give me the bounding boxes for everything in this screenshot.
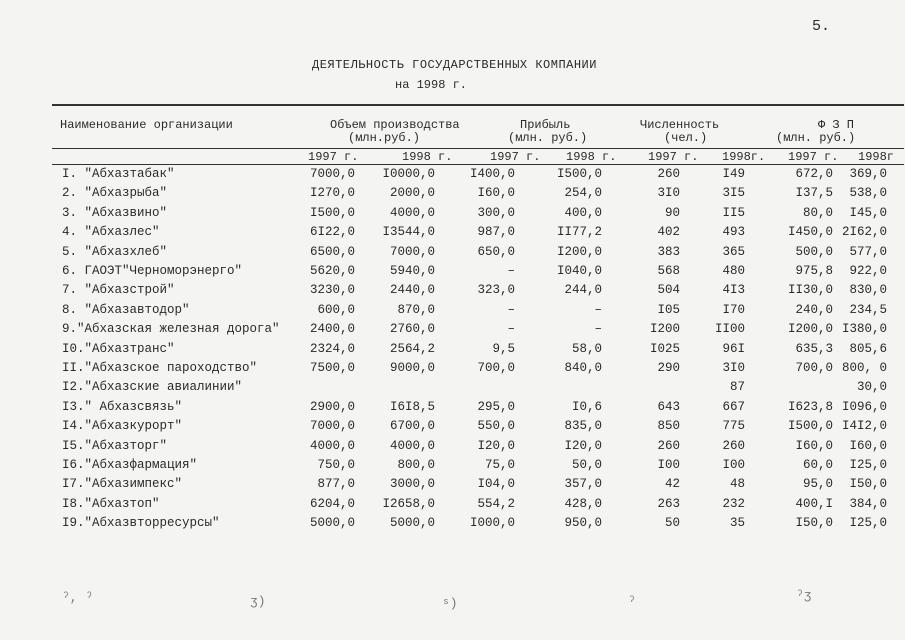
staff-1997-cell: 383 <box>657 244 680 259</box>
volume-1997-cell: 2400,0 <box>309 322 355 337</box>
header-staff: Численность <box>640 118 720 132</box>
staff-1998-cell: 232 <box>722 496 745 511</box>
table-row <box>0 283 905 303</box>
fot-1998-cell: I096,0 <box>841 399 887 414</box>
staff-1998-cell: 667 <box>722 399 745 414</box>
fot-1998-cell: I380,0 <box>841 322 887 337</box>
volume-1998-cell: I0000,0 <box>382 167 435 181</box>
fot-1997-cell: 240,0 <box>795 302 833 317</box>
staff-1998-cell: 35 <box>729 516 745 531</box>
table-row <box>0 477 905 497</box>
staff-1997-cell: I200 <box>649 322 680 337</box>
year-rule <box>52 164 904 165</box>
staff-1998-cell: 365 <box>722 244 745 259</box>
profit-1997-cell: I60,0 <box>477 186 515 201</box>
staff-1997-cell: 3I0 <box>657 186 680 201</box>
profit-1997-cell: I20,0 <box>477 438 515 453</box>
org-name-cell: I0."Абхазтранс" <box>62 341 175 356</box>
profit-1998-cell: 428,0 <box>564 496 602 511</box>
volume-1998-cell: 4000,0 <box>389 205 435 220</box>
org-name-cell: 3. "Абхазвино" <box>62 205 168 220</box>
volume-1998-cell: 6700,0 <box>389 419 435 434</box>
year-profit-1998: 1998 г. <box>566 150 617 164</box>
staff-1998-cell: 3I5 <box>722 186 745 201</box>
table-row <box>0 225 905 245</box>
table-row <box>0 303 905 323</box>
fot-1998-cell: 577,0 <box>849 244 887 259</box>
table-row <box>0 419 905 439</box>
table-row <box>0 186 905 206</box>
fot-1998-cell: I25,0 <box>849 516 887 531</box>
org-name-cell: 9."Абхазская железная дорога" <box>62 322 280 337</box>
fot-1997-cell: I450,0 <box>787 225 833 240</box>
staff-1997-cell: 50 <box>664 516 680 531</box>
volume-1998-cell: 870,0 <box>397 302 435 317</box>
profit-1998-cell: 840,0 <box>564 361 602 375</box>
profit-1997-cell: 300,0 <box>477 205 515 220</box>
profit-1997-cell: I000,0 <box>469 516 515 531</box>
staff-1997-cell: 290 <box>657 361 680 375</box>
document-subtitle: на 1998 г. <box>395 78 468 92</box>
year-volume-1997: 1997 г. <box>308 150 359 164</box>
profit-1997-cell: 550,0 <box>477 419 515 434</box>
fot-1998-cell: I4I2,0 <box>841 419 887 434</box>
org-name-cell: I4."Абхазкурорт" <box>62 419 183 434</box>
profit-1998-cell: 357,0 <box>564 477 602 492</box>
fot-1997-cell: I37,5 <box>795 186 833 201</box>
scribble-mark: ˀ, ˀ <box>62 590 94 605</box>
volume-1997-cell: 5620,0 <box>309 264 355 278</box>
profit-1997-cell: 987,0 <box>477 225 515 240</box>
volume-1998-cell: 7000,0 <box>389 244 435 259</box>
staff-1997-cell: 850 <box>657 419 680 434</box>
fot-1998-cell: 384,0 <box>849 496 887 511</box>
fot-1998-cell: 30,0 <box>856 380 887 395</box>
fot-1998-cell: 369,0 <box>849 167 887 181</box>
profit-1998-cell: I20,0 <box>564 438 602 453</box>
staff-1997-cell: 504 <box>657 283 680 298</box>
profit-1997-cell: 554,2 <box>477 496 515 511</box>
scribble-mark: ˀʒ <box>796 588 812 603</box>
fot-1997-cell: I623,8 <box>787 399 833 414</box>
profit-1998-cell: I0,6 <box>571 399 602 414</box>
volume-1998-cell: 2440,0 <box>389 283 435 298</box>
fot-1998-cell: I60,0 <box>849 438 887 453</box>
profit-1997-cell: 9,5 <box>492 341 515 356</box>
header-profit-unit: (млн. руб.) <box>508 131 588 145</box>
fot-1997-cell: 672,0 <box>795 167 833 181</box>
profit-1997-cell: 295,0 <box>477 399 515 414</box>
table-row <box>0 361 905 381</box>
table-row <box>0 400 905 420</box>
staff-1998-cell: 96I <box>722 341 745 356</box>
staff-1997-cell: 90 <box>664 205 680 220</box>
org-name-cell: I8."Абхазтоп" <box>62 496 160 511</box>
staff-1997-cell: 260 <box>657 438 680 453</box>
fot-1997-cell: 400,I <box>795 496 833 511</box>
staff-1997-cell: I05 <box>657 302 680 317</box>
profit-1997-cell: 75,0 <box>484 458 515 472</box>
scribble-mark: ˀ <box>628 594 636 609</box>
profit-1998-cell: I500,0 <box>556 167 602 181</box>
volume-1998-cell: 3000,0 <box>389 477 435 492</box>
org-name-cell: I2."Абхазские авиалинии" <box>62 380 243 395</box>
volume-1998-cell: 5940,0 <box>389 264 435 278</box>
fot-1997-cell: 975,8 <box>795 264 833 278</box>
volume-1997-cell: 2324,0 <box>309 341 355 356</box>
table-row <box>0 439 905 459</box>
org-name-cell: 8. "Абхазавтодор" <box>62 302 190 317</box>
header-fot: Ф З П <box>818 118 855 132</box>
profit-1998-cell: I040,0 <box>556 264 602 278</box>
volume-1998-cell: 800,0 <box>397 458 435 472</box>
profit-1998-cell: 244,0 <box>564 283 602 298</box>
org-name-cell: I7."Абхазимпекс" <box>62 477 183 492</box>
volume-1998-cell: I3544,0 <box>382 225 435 240</box>
profit-1998-cell: – <box>594 322 602 337</box>
fot-1998-cell: I45,0 <box>849 205 887 220</box>
fot-1997-cell: I500,0 <box>787 419 833 434</box>
staff-1997-cell: 643 <box>657 399 680 414</box>
year-staff-1998: 1998г. <box>722 150 766 164</box>
fot-1997-cell: I60,0 <box>795 438 833 453</box>
volume-1998-cell: 2760,0 <box>389 322 435 337</box>
profit-1998-cell: 400,0 <box>564 205 602 220</box>
staff-1998-cell: I70 <box>722 302 745 317</box>
volume-1997-cell: 7000,0 <box>309 167 355 181</box>
profit-1998-cell: 950,0 <box>564 516 602 531</box>
profit-1997-cell: – <box>507 302 515 317</box>
fot-1997-cell: II30,0 <box>787 283 833 298</box>
staff-1998-cell: 48 <box>729 477 745 492</box>
staff-1998-cell: 775 <box>722 419 745 434</box>
header-fot-unit: (млн. руб.) <box>776 131 856 145</box>
org-name-cell: 7. "Абхазстрой" <box>62 283 175 298</box>
staff-1998-cell: 260 <box>722 438 745 453</box>
profit-1997-cell: I400,0 <box>469 167 515 181</box>
volume-1998-cell: 9000,0 <box>389 361 435 375</box>
fot-1997-cell: 80,0 <box>802 205 833 220</box>
staff-1998-cell: II5 <box>722 205 745 220</box>
org-name-cell: I5."Абхазторг" <box>62 438 168 453</box>
header-volume-unit: (млн.руб.) <box>348 131 421 145</box>
fot-1997-cell: 95,0 <box>802 477 833 492</box>
staff-1998-cell: 480 <box>722 264 745 278</box>
volume-1997-cell: I500,0 <box>309 205 355 220</box>
volume-1997-cell: 5000,0 <box>309 516 355 531</box>
volume-1998-cell: 2000,0 <box>389 186 435 201</box>
volume-1997-cell: 877,0 <box>317 477 355 492</box>
profit-1997-cell: – <box>507 264 515 278</box>
header-profit: Прибыль <box>520 118 571 132</box>
table-row <box>0 342 905 362</box>
fot-1998-cell: 234,5 <box>849 302 887 317</box>
fot-1998-cell: 800, 0 <box>841 361 887 375</box>
staff-1997-cell: 260 <box>657 167 680 181</box>
fot-1997-cell: 635,3 <box>795 341 833 356</box>
org-name-cell: 4. "Абхазлес" <box>62 225 160 240</box>
header-volume: Объем производства <box>330 118 460 132</box>
profit-1998-cell: 254,0 <box>564 186 602 201</box>
volume-1998-cell: 2564,2 <box>389 341 435 356</box>
volume-1998-cell: I2658,0 <box>382 496 435 511</box>
staff-1997-cell: I025 <box>649 341 680 356</box>
table-row <box>0 264 905 284</box>
top-rule <box>52 104 904 106</box>
volume-1997-cell: 3230,0 <box>309 283 355 298</box>
volume-1997-cell: 750,0 <box>317 458 355 472</box>
fot-1998-cell: 830,0 <box>849 283 887 298</box>
scribble-mark: ʒ) <box>250 594 266 609</box>
profit-1997-cell: I04,0 <box>477 477 515 492</box>
org-name-cell: 5. "Абхазхлеб" <box>62 244 168 259</box>
header-staff-unit: (чел.) <box>664 131 708 145</box>
table-row <box>0 167 905 187</box>
volume-1997-cell: I270,0 <box>309 186 355 201</box>
table-row <box>0 458 905 478</box>
fot-1998-cell: 538,0 <box>849 186 887 201</box>
org-name-cell: I6."Абхазфармация" <box>62 458 198 472</box>
volume-1998-cell: 5000,0 <box>389 516 435 531</box>
profit-1997-cell: 650,0 <box>477 244 515 259</box>
staff-1997-cell: 42 <box>664 477 680 492</box>
profit-1997-cell: 323,0 <box>477 283 515 298</box>
table-row <box>0 380 905 400</box>
staff-1998-cell: 3I0 <box>722 361 745 375</box>
fot-1997-cell: 500,0 <box>795 244 833 259</box>
staff-1997-cell: 263 <box>657 496 680 511</box>
year-fot-1998: 1998г <box>858 150 895 164</box>
table-row <box>0 245 905 265</box>
volume-1997-cell: 6I22,0 <box>309 225 355 240</box>
fot-1998-cell: I50,0 <box>849 477 887 492</box>
year-volume-1998: 1998 г. <box>402 150 453 164</box>
volume-1997-cell: 7500,0 <box>309 361 355 375</box>
header-name: Наименование организации <box>60 118 233 132</box>
org-name-cell: II."Абхазское пароходство" <box>62 361 258 375</box>
profit-1998-cell: 835,0 <box>564 419 602 434</box>
profit-1997-cell: – <box>507 322 515 337</box>
org-name-cell: 2. "Абхазрыба" <box>62 186 168 201</box>
fot-1997-cell: 700,0 <box>795 361 833 375</box>
staff-1998-cell: I49 <box>722 167 745 181</box>
staff-1997-cell: 402 <box>657 225 680 240</box>
profit-1998-cell: 58,0 <box>571 341 602 356</box>
year-fot-1997: 1997 г. <box>788 150 839 164</box>
volume-1998-cell: I6I8,5 <box>389 399 435 414</box>
fot-1997-cell: I200,0 <box>787 322 833 337</box>
profit-1997-cell: 700,0 <box>477 361 515 375</box>
profit-1998-cell: II77,2 <box>556 225 602 240</box>
fot-1997-cell: 60,0 <box>802 458 833 472</box>
org-name-cell: I. "Абхазтабак" <box>62 167 175 181</box>
fot-1998-cell: 2I62,0 <box>841 225 887 240</box>
document-title: ДЕЯТЕЛЬНОСТЬ ГОСУДАРСТВЕННЫХ КОМПАНИИ <box>312 58 597 72</box>
profit-1998-cell: I200,0 <box>556 244 602 259</box>
year-staff-1997: 1997 г. <box>648 150 699 164</box>
staff-1998-cell: 4I3 <box>722 283 745 298</box>
staff-1998-cell: II00 <box>714 322 745 337</box>
volume-1997-cell: 4000,0 <box>309 438 355 453</box>
profit-1998-cell: – <box>594 302 602 317</box>
profit-1998-cell: 50,0 <box>571 458 602 472</box>
staff-1998-cell: I00 <box>722 458 745 472</box>
org-name-cell: I3." Абхазсвязь" <box>62 399 183 414</box>
fot-1998-cell: I25,0 <box>849 458 887 472</box>
table-row <box>0 206 905 226</box>
org-name-cell: I9."Абхазвторресурсы" <box>62 516 220 531</box>
staff-1998-cell: 87 <box>729 380 745 395</box>
table-row <box>0 322 905 342</box>
staff-1997-cell: I00 <box>657 458 680 472</box>
staff-1998-cell: 493 <box>722 225 745 240</box>
table-row <box>0 516 905 536</box>
fot-1998-cell: 922,0 <box>849 264 887 278</box>
year-profit-1997: 1997 г. <box>490 150 541 164</box>
fot-1998-cell: 805,6 <box>849 341 887 356</box>
header-rule <box>52 148 904 149</box>
volume-1997-cell: 6204,0 <box>309 496 355 511</box>
org-name-cell: 6. ГАОЭТ"Черноморэнерго" <box>62 264 243 278</box>
scribble-mark: ˢ) <box>442 596 458 611</box>
volume-1997-cell: 2900,0 <box>309 399 355 414</box>
volume-1998-cell: 4000,0 <box>389 438 435 453</box>
page-number: 5. <box>812 18 831 35</box>
volume-1997-cell: 6500,0 <box>309 244 355 259</box>
volume-1997-cell: 600,0 <box>317 302 355 317</box>
table-row <box>0 497 905 517</box>
staff-1997-cell: 568 <box>657 264 680 278</box>
fot-1997-cell: I50,0 <box>795 516 833 531</box>
volume-1997-cell: 7000,0 <box>309 419 355 434</box>
